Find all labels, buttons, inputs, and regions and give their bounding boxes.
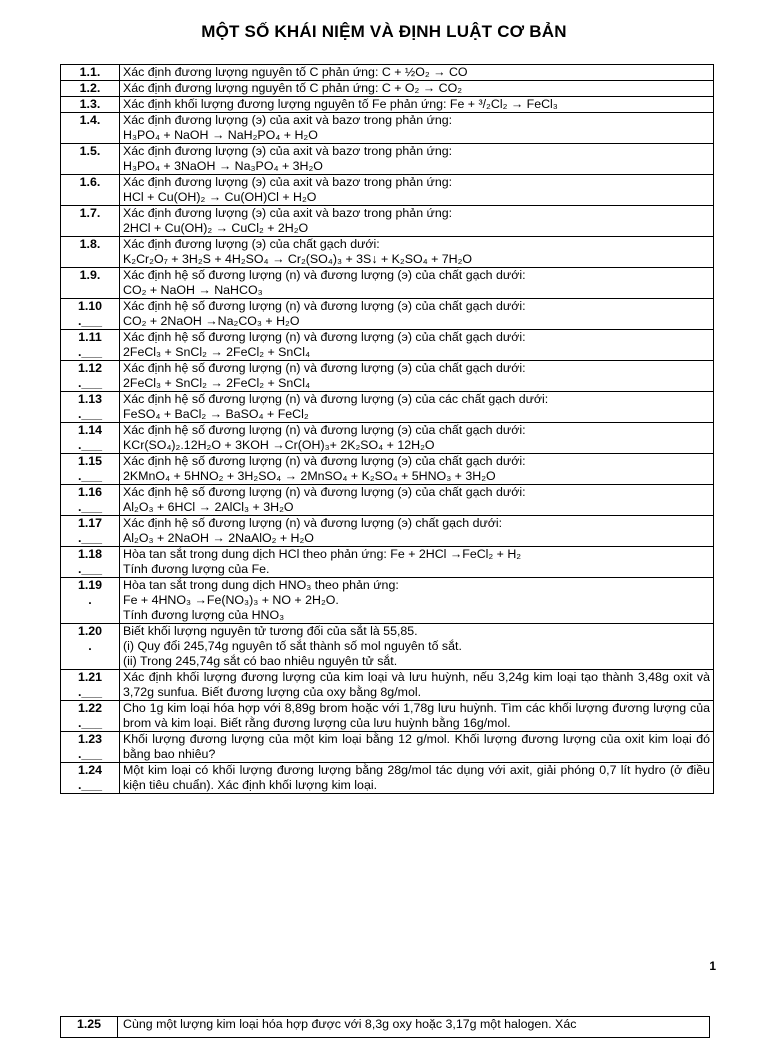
exercise-line: Al₂O₃ + 2NaOH → 2NaAlO₂ + H₂O (123, 531, 314, 545)
next-page-text: Cùng một lượng kim loại hóa hợp được với 8,3g oxy hoặc 3,17g một halogen. Xác (123, 1017, 577, 1031)
exercise-number: 1.24 .___ (61, 763, 120, 794)
exercise-line: Cho 1g kim loại hóa hợp với 8,89g brom hoặc với 1,78g lưu huỳnh. Tìm các khối lượng đương lượng của brom và kim loại. Biết rằng đương lượng của lưu huỳnh bằng 16g/mol. (123, 701, 710, 730)
table-row (61, 299, 714, 330)
exercise-line: Một kim loại có khối lượng đương lượng bằng 28g/mol tác dụng với axit, giải phóng 0,7 lít hydro (ở điều kiện tiêu chuẩn). Xác định khối lượng kim loại. (123, 763, 710, 792)
exercise-text (120, 732, 714, 763)
exercise-text (120, 81, 714, 97)
table-row (61, 578, 714, 624)
exercise-text (120, 516, 714, 547)
exercise-text (120, 547, 714, 578)
exercise-line: Hòa tan sắt trong dung dịch HCl theo phản ứng: Fe + 2HCl →FeCl₂ + H₂ (123, 547, 522, 561)
exercise-text (120, 485, 714, 516)
exercise-line: KCr(SO₄)₂.12H₂O + 3KOH →Cr(OH)₃+ 2K₂SO₄ + 12H₂O (123, 438, 435, 452)
exercise-number: 1.9. (61, 268, 120, 299)
table-row (61, 547, 714, 578)
exercise-number: 1.19 . (61, 578, 120, 624)
exercise-line: 2HCl + Cu(OH)₂ → CuCl₂ + 2H₂O (123, 221, 309, 235)
exercise-number: 1.1. (61, 65, 120, 81)
table-row (61, 732, 714, 763)
table-row (61, 330, 714, 361)
exercise-number: 1.8. (61, 237, 120, 268)
exercise-text (120, 175, 714, 206)
exercise-number: 1.12 .___ (61, 361, 120, 392)
exercise-number: 1.20 . (61, 624, 120, 670)
exercise-line: Xác định đương lượng nguyên tố C phản ứng: C + O₂ → CO₂ (123, 81, 463, 95)
exercise-text (120, 701, 714, 732)
exercise-number: 1.5. (61, 144, 120, 175)
exercise-line: Xác định khối lượng đương lượng của kim loại và lưu huỳnh, nếu 3,24g kim loại tạo thành 3,48g oxit và 3,72g sunfua. Biết đương lượng của oxy bằng 8g/mol. (123, 670, 710, 699)
exercise-number: 1.22 .___ (61, 701, 120, 732)
page-title: MỘT SỐ KHÁI NIỆM VÀ ĐỊNH LUẬT CƠ BẢN (201, 22, 567, 41)
exercise-line: H₃PO₄ + NaOH → NaH₂PO₄ + H₂O (123, 128, 318, 142)
exercise-number: 1.17 .___ (61, 516, 120, 547)
exercise-text (120, 97, 714, 113)
exercise-line: H₃PO₄ + 3NaOH → Na₃PO₄ + 3H₂O (123, 159, 323, 173)
next-page-number: 1.25 (61, 1017, 118, 1037)
exercise-text (120, 624, 714, 670)
table-row (61, 97, 714, 113)
exercise-line: Fe + 4HNO₃ →Fe(NO₃)₃ + NO + 2H₂O. (123, 593, 339, 607)
exercise-text (120, 361, 714, 392)
exercise-text (120, 144, 714, 175)
exercise-line: Biết khối lượng nguyên tử tương đối của sắt là 55,85. (123, 624, 418, 638)
exercise-text (120, 423, 714, 454)
exercise-line: Tính đương lượng của HNO₃ (123, 608, 285, 622)
exercise-text (120, 113, 714, 144)
table-row (61, 268, 714, 299)
exercise-line: K₂Cr₂O₇ + 3H₂S + 4H₂SO₄ → Cr₂(SO₄)₃ + 3S↓ + K₂SO₄ + 7H₂O (123, 252, 473, 266)
table-row (61, 670, 714, 701)
table-row (61, 454, 714, 485)
table-row (61, 175, 714, 206)
exercise-number: 1.16 .___ (61, 485, 120, 516)
exercise-text (120, 330, 714, 361)
exercise-number: 1.21 .___ (61, 670, 120, 701)
exercise-number: 1.10 .___ (61, 299, 120, 330)
exercise-line: Xác định hệ số đương lượng (n) và đương lượng (э) của các chất gạch dưới: (123, 392, 549, 406)
exercise-text (120, 268, 714, 299)
exercise-line: Khối lượng đương lượng của một kim loại bằng 12 g/mol. Khối lượng đương lượng của oxit kim loại đó bằng bao nhiêu? (123, 732, 710, 761)
exercise-text (120, 670, 714, 701)
exercise-line: (ii) Trong 245,74g sắt có bao nhiêu nguyên tử sắt. (123, 654, 398, 668)
exercise-line: Xác định khối lượng đương lượng nguyên tố Fe phản ứng: Fe + ³/₂Cl₂ → FeCl₃ (123, 97, 558, 111)
exercise-line: Xác định đương lượng (э) của axit và bazơ trong phản ứng: (123, 113, 453, 127)
exercise-line: CO₂ + 2NaOH →Na₂CO₃ + H₂O (123, 314, 300, 328)
exercise-line: Hòa tan sắt trong dung dịch HNO₃ theo phản ứng: (123, 578, 399, 592)
exercise-number: 1.11 .___ (61, 330, 120, 361)
exercise-line: Xác định đương lượng (э) của axit và bazơ trong phản ứng: (123, 175, 453, 189)
exercise-line: Xác định hệ số đương lượng (n) và đương lượng (э) của chất gạch dưới: (123, 423, 526, 437)
exercise-line: Tính đương lượng của Fe. (123, 562, 270, 576)
exercise-line: Xác định hệ số đương lượng (n) và đương lượng (э) chất gạch dưới: (123, 516, 503, 530)
table-row (61, 81, 714, 97)
page-number: 1 (709, 959, 716, 973)
exercise-line: Xác định hệ số đương lượng (n) và đương lượng (э) của chất gạch dưới: (123, 330, 526, 344)
exercise-line: FeSO₄ + BaCl₂ → BaSO₄ + FeCl₂ (123, 407, 309, 421)
exercise-number: 1.23 .___ (61, 732, 120, 763)
exercise-number: 1.18 .___ (61, 547, 120, 578)
exercise-line: Xác định đương lượng nguyên tố C phản ứng: C + ½O₂ → CO (123, 65, 468, 79)
exercise-line: 2FeCl₃ + SnCl₂ → 2FeCl₂ + SnCl₄ (123, 376, 311, 390)
exercise-line: 2KMnO₄ + 5HNO₂ + 3H₂SO₄ → 2MnSO₄ + K₂SO₄ + 5HNO₃ + 3H₂O (123, 469, 496, 483)
table-row (61, 624, 714, 670)
exercise-text (120, 237, 714, 268)
table-row (61, 701, 714, 732)
exercise-line: Xác định hệ số đương lượng (n) và đương lượng (э) của chất gạch dưới: (123, 299, 526, 313)
exercise-line: HCl + Cu(OH)₂ → Cu(OH)Cl + H₂O (123, 190, 317, 204)
table-row (61, 485, 714, 516)
table-row (61, 763, 714, 794)
table-row (61, 423, 714, 454)
exercise-line: Al₂O₃ + 6HCl → 2AlCl₃ + 3H₂O (123, 500, 294, 514)
exercise-line: 2FeCl₃ + SnCl₂ → 2FeCl₂ + SnCl₄ (123, 345, 311, 359)
exercise-number: 1.7. (61, 206, 120, 237)
exercise-number: 1.14 .___ (61, 423, 120, 454)
exercise-number: 1.6. (61, 175, 120, 206)
exercise-text (120, 763, 714, 794)
next-page-row (60, 1016, 710, 1038)
table-row (61, 516, 714, 547)
table-row (61, 237, 714, 268)
exercise-line: Xác định hệ số đương lượng (n) và đương lượng (э) của chất gạch dưới: (123, 361, 526, 375)
exercise-text (120, 65, 714, 81)
table-row (61, 65, 714, 81)
exercise-text (120, 454, 714, 485)
exercise-table (60, 64, 714, 794)
table-row (61, 144, 714, 175)
exercise-text (120, 392, 714, 423)
exercise-number: 1.13 .___ (61, 392, 120, 423)
exercise-line: Xác định đương lượng (э) của axit và bazơ trong phản ứng: (123, 206, 453, 220)
exercise-line: Xác định hệ số đương lượng (n) và đương lượng (э) của chất gạch dưới: (123, 268, 526, 282)
exercise-line: Xác định hệ số đương lượng (n) và đương lượng (э) của chất gạch dưới: (123, 454, 526, 468)
exercise-number: 1.2. (61, 81, 120, 97)
exercise-line: Xác định đương lượng (э) của chất gạch dưới: (123, 237, 380, 251)
table-row (61, 206, 714, 237)
exercise-text (120, 299, 714, 330)
exercise-number: 1.4. (61, 113, 120, 144)
exercise-number: 1.15 .___ (61, 454, 120, 485)
table-row (61, 113, 714, 144)
exercise-line: (i) Quy đổi 245,74g nguyên tố sắt thành số mol nguyên tố sắt. (123, 639, 462, 653)
table-row (61, 392, 714, 423)
exercise-line: Xác định hệ số đương lượng (n) và đương lượng (э) của chất gạch dưới: (123, 485, 526, 499)
table-row (61, 361, 714, 392)
exercise-line: Xác định đương lượng (э) của axit và bazơ trong phản ứng: (123, 144, 453, 158)
exercise-text (120, 206, 714, 237)
exercise-number: 1.3. (61, 97, 120, 113)
exercise-line: CO₂ + NaOH → NaHCO₃ (123, 283, 263, 297)
exercise-text (120, 578, 714, 624)
